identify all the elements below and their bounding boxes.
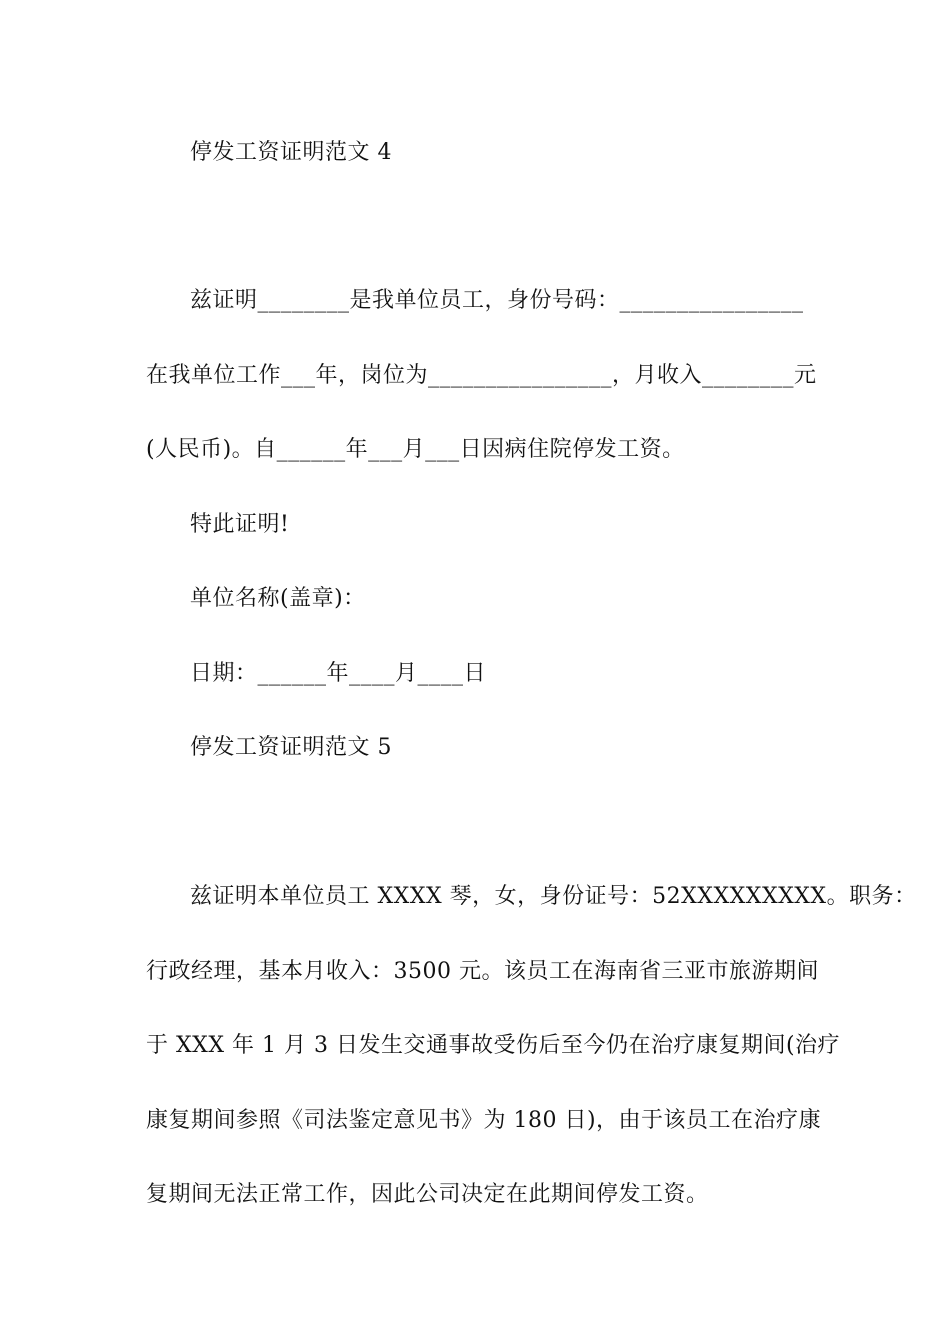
date-label: 日期：______年____月____日 [190, 661, 487, 686]
heading-sample-5: 停发工资证明范文 5 [190, 735, 392, 760]
paragraph-5-line-3: 于 XXX 年 1 月 3 日发生交通事故受伤后至今仍在治疗康复期间(治疗 [146, 1033, 841, 1058]
paragraph-5-line-4: 康复期间参照《司法鉴定意见书》为 180 日)，由于该员工在治疗康 [146, 1108, 822, 1133]
paragraph-5-line-2: 行政经理，基本月收入：3500 元。该员工在海南省三亚市旅游期间 [146, 959, 819, 984]
organization-name-label: 单位名称(盖章)： [190, 586, 366, 611]
paragraph-4-line-3: (人民币)。自______年___月___日因病住院停发工资。 [146, 437, 685, 462]
paragraph-5-line-1: 兹证明本单位员工 XXXX 琴，女，身份证号：52XXXXXXXXX。职务： [190, 884, 917, 909]
paragraph-4-line-2: 在我单位工作___年，岗位为________________，月收入________元 [146, 363, 817, 388]
paragraph-5-line-5: 复期间无法正常工作，因此公司决定在此期间停发工资。 [146, 1182, 709, 1207]
paragraph-4-line-1: 兹证明________是我单位员工，身份号码：________________ [190, 288, 804, 313]
heading-sample-4: 停发工资证明范文 4 [190, 140, 392, 165]
closing-statement: 特此证明! [190, 512, 290, 537]
